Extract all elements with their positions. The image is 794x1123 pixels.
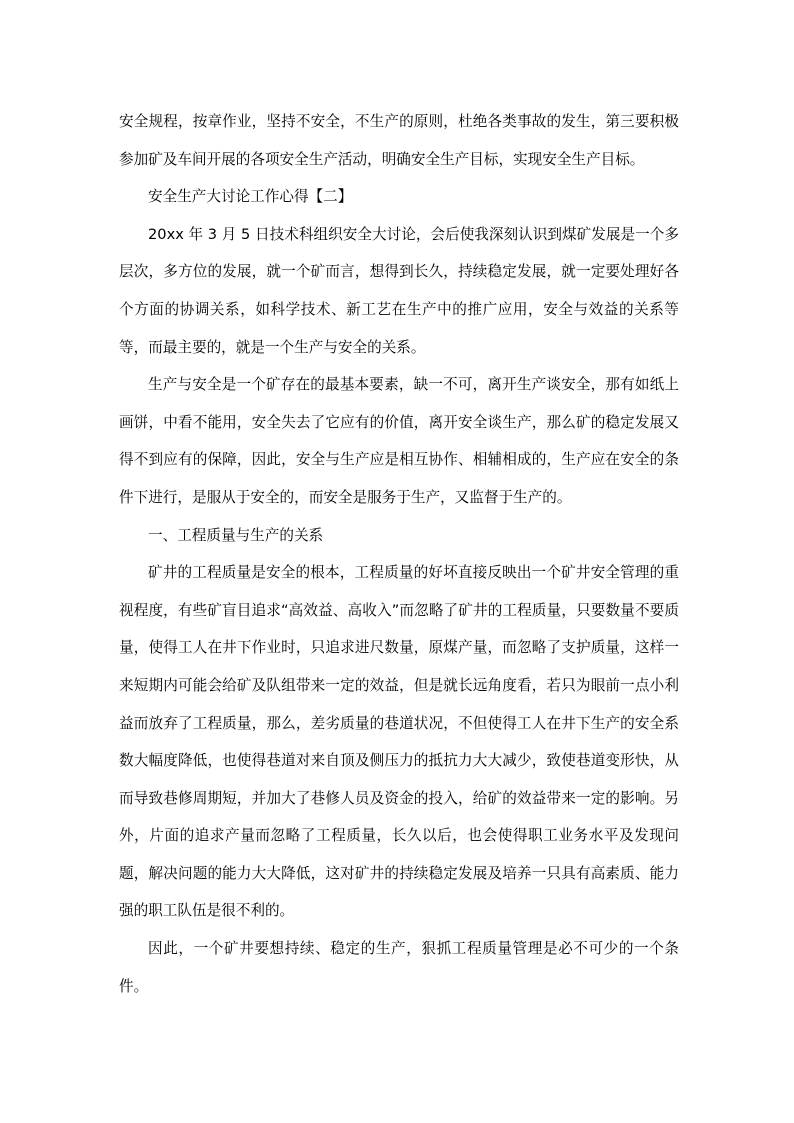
paragraph-conclusion: 因此，一个矿井要想持续、稳定的生产，狠抓工程质量管理是必不可少的一个条件。 <box>119 940 679 995</box>
paragraph-production-safety: 生产与安全是一个矿存在的最基本要素，缺一不可，离开生产谈安全，那有如纸上画饼，中看不能用，安全失去了它应有的价值，离开安全谈生产，那么矿的稳定发展又得不到应有的保障，因此，安全与生产应是相互协作、相辅相成的，生产应在安全的条件下进行，是服从于安全的，而安全是服务于生产，又监督于生产的。 <box>119 376 679 506</box>
document-body <box>119 103 679 1005</box>
paragraph-engineering-quality: 矿井的工程质量是安全的根本，工程质量的好坏直接反映出一个矿井安全管理的重视程度，有些矿盲目追求“高效益、高收入”而忽略了矿井的工程质量，只要数量不要质量，使得工人在井下作业时，只追求进尺数量，原煤产量，而忽略了支护质量，这样一来短期内可能会给矿及队组带来一定的效益，但是就长远角度看，若只为眼前一点小利益而放弃了工程质量，那么，差劣质量的巷道状况，不但使得工人在井下生产的安全系数大幅度降低，也使得巷道对来自顶及侧压力的抵抗力大大减少，致使巷道变形快，从而导致巷修周期短，并加大了巷修人员及资金的投入，给矿的效益带来一定的影响。另外，片面的追求产量而忽略了工程质量，长久以后，也会使得职工业务水平及发现问题，解决问题的能力大大降低，这对矿井的持续稳定发展及培养一只具有高素质、能力强的职工队伍是很不利的。 <box>119 564 679 920</box>
paragraph-continuation: 安全规程，按章作业，坚持不安全，不生产的原则，杜绝各类事故的发生，第三要积极参加矿及车间开展的各项安全生产活动，明确安全生产目标，实现安全生产目标。 <box>119 113 679 168</box>
section-heading-2: 安全生产大讨论工作心得【二】 <box>148 188 353 206</box>
subheading-quality-production: 一、工程质量与生产的关系 <box>148 526 324 544</box>
paragraph-intro: 20xx 年 3 月 5 日技术科组织安全大讨论，会后使我深刻认识到煤矿发展是一个多层次，多方位的发展，就一个矿而言，想得到长久，持续稳定发展，就一定要处理好各个方面的协调关系，如科学技术、新工艺在生产中的推广应用，安全与效益的关系等等，而最主要的，就是一个生产与安全的关系。 <box>119 225 679 356</box>
